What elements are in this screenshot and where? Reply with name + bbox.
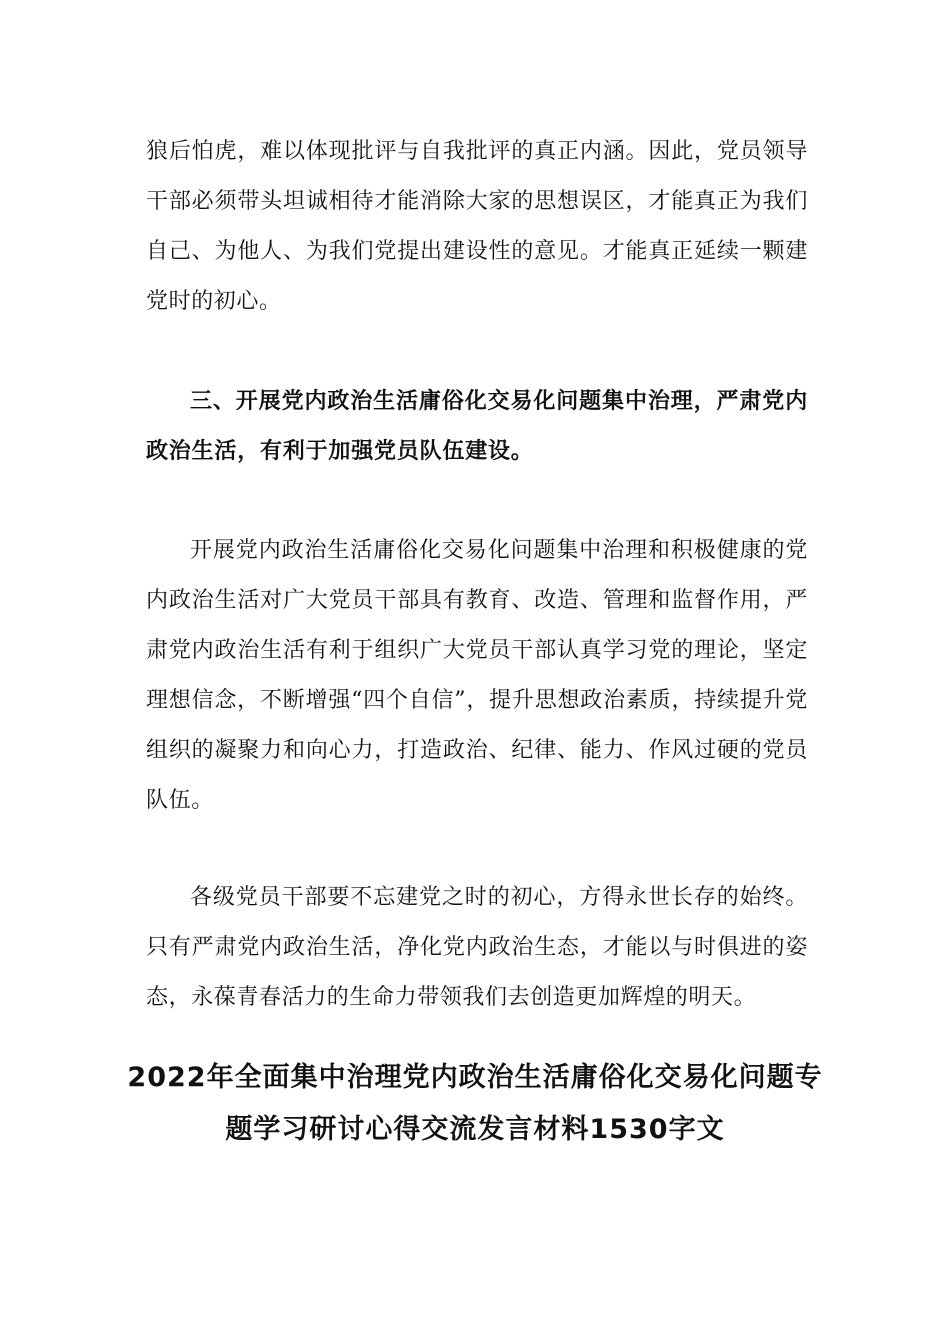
body-paragraph-1: 开展党内政治生活庸俗化交易化问题集中治理和积极健康的党内政治生活对广大党员干部具有教育、改造、管理和监督作用，严肃党内政治生活有利于组织广大党员干部认真学习党的理论，坚定理想信念，不断增强“四个自信”，提升思想政治素质，持续提升党组织的凝聚力和向心力，打造政治、纪律、能力、作风过硬的党员队伍。 xyxy=(146,538,808,813)
article-title: 2022年全面集中治理党内政治生活庸俗化交易化问题专题学习研讨心得交流发言材料1530字文 xyxy=(127,1062,823,1145)
body-paragraph-2: 各级党员干部要不忘建党之时的初心，方得永世长存的始终。只有严肃党内政治生活，净化党内政治生态，才能以与时俱进的姿态，永葆青春活力的生命力带领我们去创造更加辉煌的明天。 xyxy=(146,885,808,1010)
continuation-paragraph: 狼后怕虎，难以体现批评与自我批评的真正内涵。因此，党员领导干部必须带头坦诚相待才能消除大家的思想误区，才能真正为我们自己、为他人、为我们党提出建设性的意见。才能真正延续一颗建党时的初心。 xyxy=(146,139,808,314)
section-heading: 三、开展党内政治生活庸俗化交易化问题集中治理，严肃党内政治生活，有利于加强党员队伍建设。 xyxy=(146,389,808,464)
